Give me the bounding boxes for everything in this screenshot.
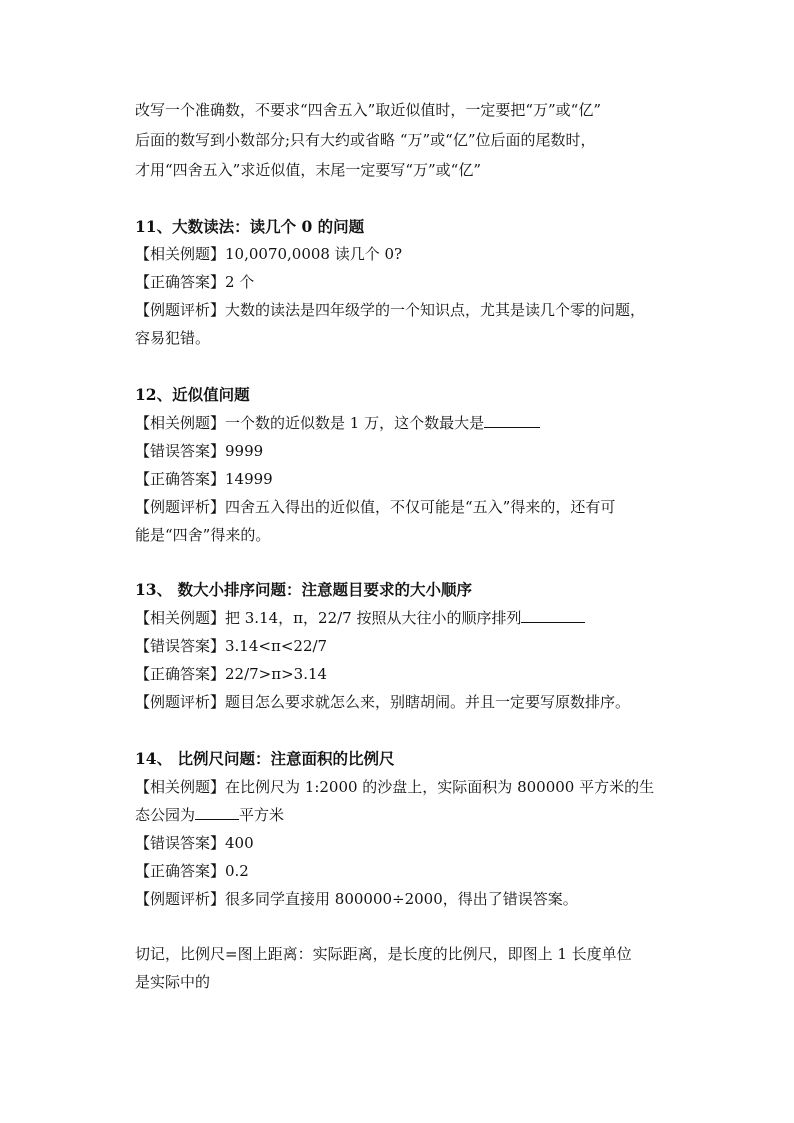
section-13-wrong-answer: 【错误答案】3.14<π<22/7	[135, 637, 328, 655]
section-14-example-line-2	[135, 804, 695, 826]
answer-blank	[484, 413, 540, 428]
intro-line-3: 才用“四舍五入”求近似值，末尾一定要写“万”或“亿”	[135, 161, 482, 179]
section-14-example-text-b: 平方米	[239, 806, 285, 824]
section-13-example-text: 【相关例题】把 3.14，π，22/7 按照从大往小的顺序排列	[135, 609, 522, 627]
intro-line-2: 后面的数写到小数部分;只有大约或省略 “万”或“亿”位后面的尾数时，	[135, 131, 596, 149]
section-14-wrong-answer: 【错误答案】400	[135, 834, 254, 852]
section-13-analysis: 【例题评析】题目怎么要求就怎么来，别瞎胡闹。并且一定要写原数排序。	[135, 693, 631, 711]
section-11-analysis-line-2: 容易犯错。	[135, 329, 211, 347]
section-11-title: 11、大数读法：读几个 0 的问题	[135, 217, 365, 236]
section-12-correct-answer: 【正确答案】14999	[135, 470, 273, 488]
section-13-correct-answer: 【正确答案】22/7>π>3.14	[135, 665, 328, 683]
answer-blank	[195, 805, 239, 820]
section-13-example	[135, 607, 695, 629]
section-14-example-text-a: 态公园为	[135, 806, 196, 824]
section-12-analysis-line-1: 【例题评析】四舍五入得出的近似值，不仅可能是“五入”得来的，还有可	[135, 498, 616, 516]
section-11-correct-answer: 【正确答案】2 个	[135, 273, 255, 291]
section-11-analysis-line-1: 【例题评析】大数的读法是四年级学的一个知识点，尤其是读几个零的问题，	[135, 301, 646, 319]
section-14-title: 14、 比例尺问题：注意面积的比例尺	[135, 749, 395, 768]
section-14-correct-answer: 【正确答案】0.2	[135, 862, 249, 880]
intro-line-1: 改写一个准确数，不要求“四舍五入”取近似值时，一定要把“万”或“亿”	[135, 101, 602, 119]
note-line-1: 切记，比例尺=图上距离：实际距离，是长度的比例尺，即图上 1 长度单位	[135, 945, 632, 963]
section-14-analysis: 【例题评析】很多同学直接用 800000÷2000，得出了错误答案。	[135, 890, 578, 908]
section-12-example	[135, 412, 695, 434]
section-14-example-line-1: 【相关例题】在比例尺为 1:2000 的沙盘上，实际面积为 800000 平方米的生	[135, 778, 655, 796]
section-12-analysis-line-2: 能是“四舍”得来的。	[135, 526, 271, 544]
section-11-example: 【相关例题】10,0070,0008 读几个 0?	[135, 245, 403, 263]
section-13-title: 13、 数大小排序问题：注意题目要求的大小顺序	[135, 580, 472, 599]
answer-blank	[521, 608, 585, 623]
section-12-example-text: 【相关例题】一个数的近似数是 1 万，这个数最大是	[135, 414, 485, 432]
section-12-title: 12、近似值问题	[135, 385, 250, 404]
note-line-2: 是实际中的	[135, 973, 211, 991]
section-12-wrong-answer: 【错误答案】9999	[135, 442, 264, 460]
